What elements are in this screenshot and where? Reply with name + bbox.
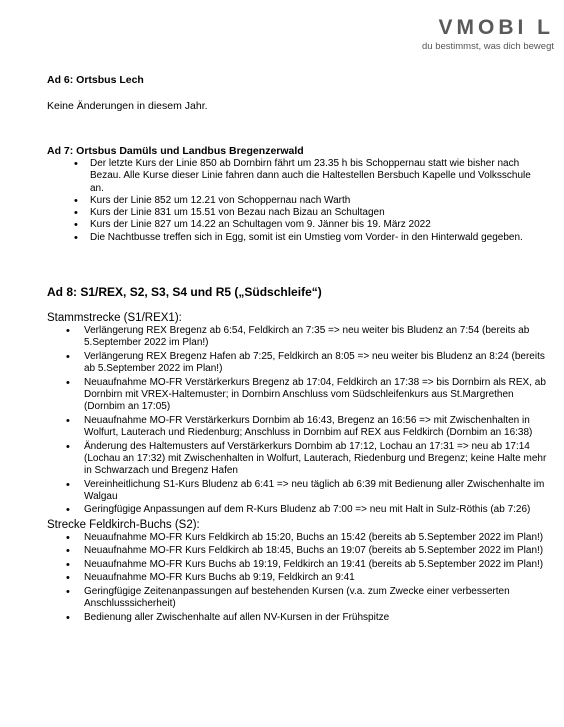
section-heading-ad8: Ad 8: S1/REX, S2, S3, S4 und R5 („Südschleife“) bbox=[47, 285, 322, 300]
list-feldkirch-buchs bbox=[47, 532, 547, 624]
list-item: • Kurs der Linie 852 um 12.21 von Schoppernau nach Warth bbox=[47, 195, 547, 207]
list-item: • Die Nachtbusse treffen sich in Egg, somit ist ein Umstieg vom Vorder- in den Hinterwald gegeben. bbox=[47, 232, 547, 244]
list-item: • Neuaufnahme MO-FR Kurs Feldkirch ab 18:45, Buchs an 19:07 (bereits ab 5.September 2022 im Plan!) bbox=[47, 545, 547, 557]
list-item: • Geringfügige Anpassungen auf dem R-Kurs Bludenz ab 7:00 => neu mit Halt in Sulz-Röthis (ab 7:26) bbox=[47, 504, 547, 516]
logo-tagline: du bestimmst, was dich bewegt bbox=[421, 41, 554, 52]
subsection-title-stammstrecke: Stammstrecke (S1/REX1): bbox=[47, 312, 182, 325]
list-item: • Verlängerung REX Bregenz Hafen ab 7:25, Feldkirch an 8:05 => neu weiter bis Bludenz an 8:24 (bereits ab 5.September 2022 im Plan!) bbox=[47, 351, 547, 376]
list-item: • Geringfügige Zeitenanpassungen auf bestehenden Kursen (v.a. zum Zwecke einer verbesserten Anschlusssicherheit) bbox=[47, 586, 547, 611]
list-item: • Neuaufnahme MO-FR Kurs Feldkirch ab 15:20, Buchs an 15:42 (bereits ab 5.September 2022 im Plan!) bbox=[47, 532, 547, 544]
section-text-ad6: Keine Änderungen in diesem Jahr. bbox=[47, 100, 208, 112]
list-ad7 bbox=[47, 158, 547, 244]
list-item: • Kurs der Linie 831 um 15.51 von Bezau nach Bizau an Schultagen bbox=[47, 207, 547, 219]
subsection-title-feldkirch-buchs: Strecke Feldkirch-Buchs (S2): bbox=[47, 518, 200, 531]
list-item: • Neuaufnahme MO-FR Kurs Buchs ab 9:19, Feldkirch an 9:41 bbox=[47, 572, 547, 584]
logo-wordmark: VMOBI L bbox=[438, 16, 554, 39]
list-stammstrecke bbox=[47, 325, 547, 517]
vmobil-logo bbox=[422, 16, 554, 52]
list-item: • Neuaufnahme MO-FR Verstärkerkurs Bregenz ab 17:04, Feldkirch an 17:38 => bis Dornbirn als REX, ab Dornbirn mit VREX-Haltemuster; in Dornbirn Anschluss vom Südschleifenkurs aus St.Margrethen (Dornbim an 17:05) bbox=[47, 377, 547, 414]
list-item: • Verlängerung REX Bregenz ab 6:54, Feldkirch an 7:35 => neu weiter bis Bludenz an 7:54 (bereits ab 5.September 2022 im Plan!) bbox=[47, 325, 547, 350]
section-heading-ad6: Ad 6: Ortsbus Lech bbox=[47, 74, 144, 86]
section-heading-ad7: Ad 7: Ortsbus Damüls und Landbus Bregenzerwald bbox=[47, 145, 304, 157]
document-body bbox=[47, 74, 547, 625]
list-item: • Neuaufnahme MO-FR Verstärkerkurs Dornbim ab 16:43, Bregenz an 16:56 => mit Zwischenhalten in Wolfurt, Lauterach und Riedenburg; Anschluss in Dornbim auf REX aus Feldkirch (Dornbim an 16:38) bbox=[47, 415, 547, 440]
list-item: • Vereinheitlichung S1-Kurs Bludenz ab 6:41 => neu täglich ab 6:39 mit Bedienung aller Zwischenhalte im Walgau bbox=[47, 479, 547, 504]
list-item: • Der letzte Kurs der Linie 850 ab Dornbirn fährt um 23.35 h bis Schoppernau statt wie bisher nach Bezau. Alle Kurse dieser Linie fahren dann auch die Haltestellen Bersbuch Kapelle und Volksschule an. bbox=[47, 158, 547, 195]
list-item: • Bedienung aller Zwischenhalte auf allen NV-Kursen in der Frühspitze bbox=[47, 612, 547, 624]
list-item: • Änderung des Haltemusters auf Verstärkerkurs Dornbim ab 17:12, Lochau an 17:31 => neu ab 17:14 (Lochau an 17:32) mit Zwischenhalten in Wolfurt, Lauterach, Riedenburg und Bregenz; keine Halte mehr in Schwarzach und Bregenz Hafen bbox=[47, 441, 547, 478]
list-item: • Neuaufnahme MO-FR Kurs Buchs ab 19:19, Feldkirch an 19:41 (bereits ab 5.September 2022 im Plan!) bbox=[47, 559, 547, 571]
list-item: • Kurs der Linie 827 um 14.22 an Schultagen vom 9. Jänner bis 19. März 2022 bbox=[47, 219, 547, 231]
